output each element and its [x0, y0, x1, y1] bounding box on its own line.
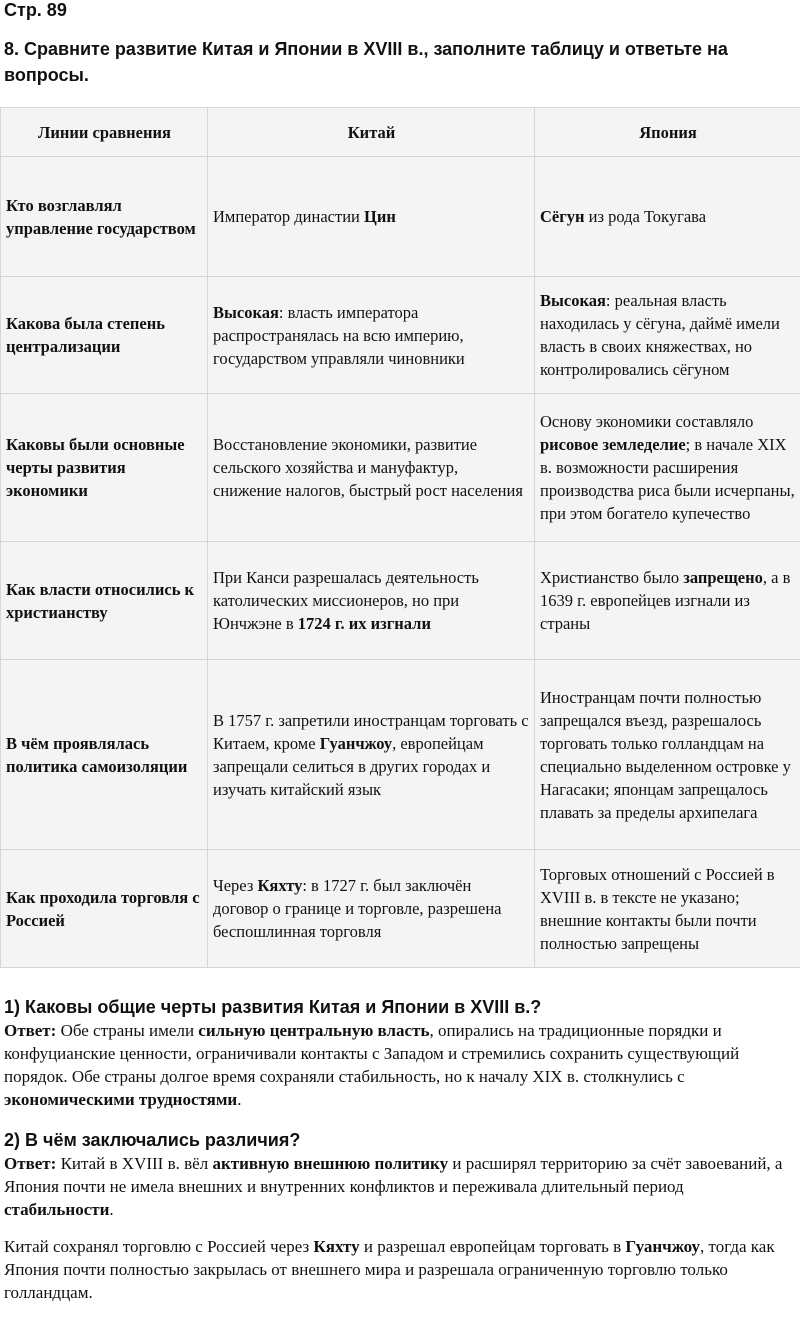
criterion-cell: Каковы были основные черты развития экономики: [1, 394, 208, 542]
bold-text: Кяхту: [257, 876, 303, 895]
china-cell: [208, 157, 535, 277]
china-cell: [208, 542, 535, 660]
japan-cell: [535, 157, 800, 277]
table-row: [1, 660, 800, 850]
text-run: Иностранцам почти полностью запрещался въезд, разрешалось торговать только голландцам на специально выделенном островке у Нагасаки; японцам запрещалось плавать за пределы архипелага: [540, 687, 791, 822]
text-run: При Канси разрешалась деятельность католических миссионеров, но при Юнчжэне в: [213, 568, 479, 633]
header-criterion: Линии сравнения: [1, 108, 208, 157]
text-run: Христианство было: [540, 568, 684, 587]
text-run: ; в начале XIX в. возможности расширения производства риса были исчерпаны, при этом богатело купечество: [540, 435, 795, 523]
text-run: из рода Токугава: [584, 207, 707, 226]
text-run: и разрешал европейцам торговать в: [359, 1237, 626, 1256]
text-run: Основу экономики составляло: [540, 412, 754, 431]
bold-text: рисовое земледелие: [540, 435, 686, 454]
bold-text: запрещено: [683, 568, 763, 587]
china-cell: [208, 850, 535, 968]
china-cell: [208, 394, 535, 542]
text-run: , европейцам запрещали селиться в других городах и изучать китайский язык: [213, 733, 491, 799]
text-run: Торговых отношений с Россией в XVIII в. в тексте не указано; внешние контакты были почти полностью запрещены: [540, 864, 775, 953]
question-title: 1) Каковы общие черты развития Китая и Японии в XVIII в.?: [4, 997, 542, 1017]
answer-paragraph: [4, 1152, 796, 1221]
text-run: Через: [213, 876, 258, 895]
japan-cell: [535, 542, 800, 660]
text-run: .: [109, 1200, 114, 1219]
criterion-cell: Кто возглавлял управление государством: [1, 157, 208, 277]
bold-text: активную внешнюю политику: [212, 1154, 449, 1173]
bold-text: Ответ:: [4, 1021, 57, 1040]
table-row: [1, 542, 800, 660]
table-row: [1, 850, 800, 968]
bold-text: Сёгун: [540, 207, 585, 226]
text-run: , а в 1639 г. европейцев изгнали из страны: [540, 568, 791, 633]
question-title: 2) В чём заключались различия?: [4, 1130, 301, 1150]
bold-text: 1724 г. их изгнали: [297, 614, 431, 633]
bold-text: Кяхту: [313, 1237, 360, 1256]
text-run: В 1757 г. запретили иностранцам торговать с Китаем, кроме: [213, 710, 529, 753]
text-run: и расширял территорию за счёт завоеваний, а Япония почти не имела внешних и внутренних конфликтов и переживала длительный период: [4, 1154, 783, 1196]
bold-text: Ответ:: [4, 1154, 57, 1173]
bold-text: стабильности: [4, 1200, 110, 1219]
text-run: Обе страны имели: [56, 1021, 199, 1040]
bold-text: экономическими трудностями: [4, 1090, 238, 1109]
china-cell: [208, 660, 535, 850]
criterion-cell: Как проходила торговля с Россией: [1, 850, 208, 968]
text-run: .: [237, 1090, 242, 1109]
page-label: Стр. 89: [4, 0, 67, 20]
text-run: Император династии: [213, 207, 364, 226]
bold-text: Цин: [363, 207, 396, 226]
japan-cell: [535, 394, 800, 542]
criterion-cell: Как власти относились к христианству: [1, 542, 208, 660]
questions-section: [4, 995, 796, 1304]
text-run: , опирались на традиционные порядки и конфуцианские ценности, ограничивали контакты с Западом и стремились сохранить существующий порядок. Обе страны долгое время сохраняли стабильность, но к началу XIX в. столкнулись с: [4, 1021, 740, 1086]
bold-text: Высокая: [213, 302, 279, 322]
header-china: Китай: [208, 108, 535, 157]
table-header-row: [1, 108, 800, 157]
bold-text: Гуанчжоу: [319, 733, 393, 753]
text-run: : власть императора распространялась на всю империю, государством управляли чиновники: [213, 302, 465, 368]
answer-paragraph: [4, 1235, 796, 1304]
text-run: : в 1727 г. был заключён договор о границе и торговле, разрешена беспошлинная торговля: [213, 876, 502, 941]
bold-text: Гуанчжоу: [625, 1237, 701, 1256]
japan-cell: [535, 850, 800, 968]
task-heading: 8. Сравните развитие Китая и Японии в XVIII в., заполните таблицу и ответьте на вопросы.: [4, 39, 728, 85]
text-run: Китай в XVIII в. вёл: [56, 1154, 213, 1173]
header-japan: Япония: [535, 108, 800, 157]
table-row: [1, 394, 800, 542]
japan-cell: [535, 277, 800, 394]
table-row: [1, 157, 800, 277]
text-run: Восстановление экономики, развитие сельского хозяйства и мануфактур, снижение налогов, быстрый рост населения: [213, 435, 523, 500]
criterion-cell: В чём проявлялась политика самоизоляции: [1, 660, 208, 850]
text-run: Китай сохранял торговлю с Россией через: [4, 1237, 314, 1256]
japan-cell: [535, 660, 800, 850]
text-run: : реальная власть находилась у сёгуна, даймё имели власть в своих княжествах, но контролировались сёгуном: [540, 291, 780, 379]
table-row: [1, 277, 800, 394]
comparison-table: [0, 107, 800, 968]
text-run: , тогда как Япония почти полностью закрылась от внешнего мира и разрешала ограниченную торговлю только голландцам.: [4, 1237, 775, 1302]
bold-text: Высокая: [540, 291, 606, 310]
china-cell: [208, 277, 535, 394]
answer-paragraph: [4, 1019, 796, 1111]
criterion-cell: Какова была степень централизации: [1, 277, 208, 394]
bold-text: сильную центральную власть: [198, 1021, 430, 1040]
